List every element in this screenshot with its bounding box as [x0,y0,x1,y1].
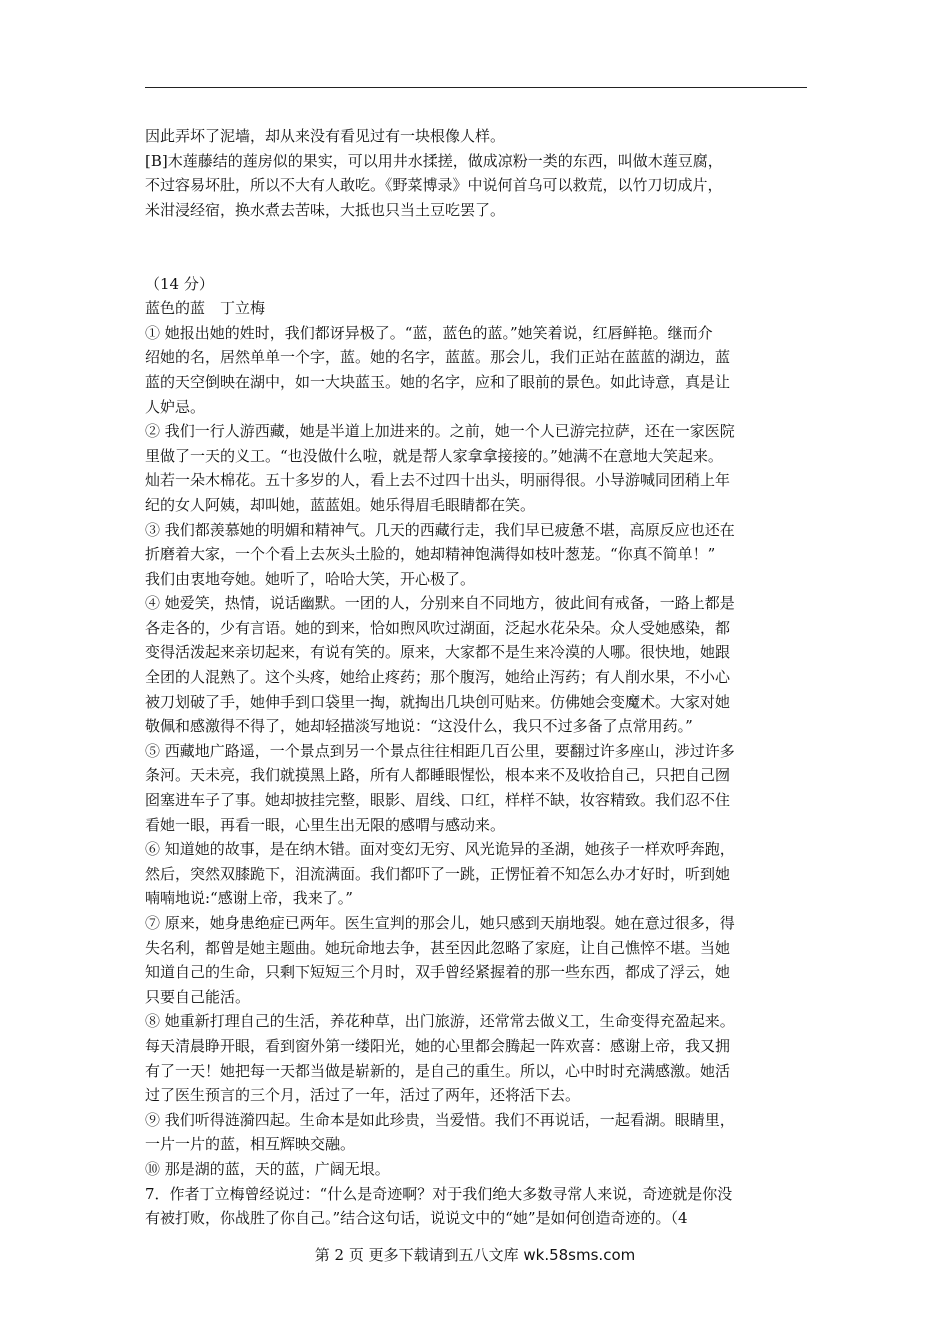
paragraph-line: 一片一片的蓝，相互辉映交融。 [145,1135,356,1154]
paragraph-line: 然后，突然双膝跪下，泪流满面。我们都吓了一跳，正愣怔着不知怎么办才好时，听到她 [145,864,731,883]
paragraph-line: 看她一眼，再看一眼，心里生出无限的感喟与感动来。 [145,815,506,834]
paragraph-line: 绍她的名，居然单单一个字，蓝。她的名字，蓝蓝。那会儿，我们正站在蓝蓝的湖边，蓝 [145,348,731,367]
paragraph-2 [145,419,815,517]
paragraph-line: 囵塞进车子了事。她却披挂完整，眼影、眉线、口红，样样不缺，妆容精致。我们忍不住 [145,791,731,810]
question-line: 7．作者丁立梅曾经说过：“什么是奇迹啊？对于我们绝大多数寻常人来说，奇迹就是你没 [145,1184,733,1203]
paragraph-line: 里做了一天的义工。“也没做什么啦，就是帮人家拿拿接接的。”她满不在意地大笑起来。 [145,446,723,465]
paragraph-line: 只要自己能活。 [145,987,251,1006]
paragraph-line: ⑦ 原来，她身患绝症已两年。医生宣判的那会儿，她只感到天崩地裂。她在意过很多，得 [145,914,735,932]
paragraph-6 [145,837,815,911]
paragraph-3 [145,518,815,592]
intro-line: 米泔浸经宿，换水煮去苦味，大抵也只当土豆吃罢了。 [145,200,506,219]
document-body [145,124,815,1231]
paragraph-line: 灿若一朵木棉花。五十多岁的人，看上去不过四十出头，明丽得很。小导游喊同团稍上年 [145,471,731,490]
paragraph-line: ⑨ 我们听得涟漪四起。生命本是如此珍贵，当爱惜。我们不再说话，一起看湖。眼睛里， [145,1110,735,1129]
paragraph-10 [145,1157,815,1182]
paragraph-line: 纪的女人阿姨，却叫她，蓝蓝姐。她乐得眉毛眼睛都在笑。 [145,495,536,514]
paragraph-line: 过了医生预言的三个月，活过了一年，活过了两年，还将活下去。 [145,1086,581,1105]
paragraph-line: ⑤ 西藏地广路遥，一个景点到另一个景点往往相距几百公里，要翻过许多座山，涉过许多 [145,741,735,760]
blank-line [145,247,815,272]
question-line: 有被打败，你战胜了你自己。”结合这句话，说说文中的“她”是如何创造奇迹的。（4 [145,1209,688,1228]
paragraph-line: ⑩ 那是湖的蓝，天的蓝，广阔无垠。 [145,1159,390,1178]
paragraph-line: ① 她报出她的姓时，我们都讶异极了。“蓝，蓝色的蓝。”她笑着说，红唇鲜艳。继而介 [145,323,713,342]
paragraph-line: ② 我们一行人游西藏，她是半道上加进来的。之前，她一个人已游完拉萨，还在一家医院 [145,422,735,441]
paragraph-4 [145,591,815,739]
paragraph-line: 折磨着大家，一个个看上去灰头土脸的，她却精神饱满得如枝叶葱茏。“你真不简单！” [145,545,716,564]
paragraph-line: 被刀划破了手，她伸手到口袋里一掏，就掏出几块创可贴来。仿佛她会变魔术。大家对她 [145,692,731,711]
paragraph-7 [145,911,815,1009]
paragraph-line: ④ 她爱笑，热情，说话幽默。一团的人，分别来自不同地方，彼此间有戒备，一路上都是 [145,594,735,613]
paragraph-5 [145,739,815,837]
paragraph-line: 我们由衷地夸她。她听了，哈哈大笑，开心极了。 [145,569,476,588]
paragraph-line: 敬佩和感激得不得了，她却轻描淡写地说：“这没什么，我只不过多备了点常用药。” [145,717,693,736]
paragraph-line: 有了一天！她把每一天都当做是崭新的，是自己的重生。所以，心中时时充满感激。她活 [145,1061,731,1080]
paragraph-9 [145,1108,815,1157]
paragraph-line: 变得活泼起来亲切起来，有说有笑的。原来，大家都不是生来冷漠的人哪。很快地，她跟 [145,643,731,662]
intro-line: 因此弄坏了泥墙，却从来没有看见过有一块根像人样。 [145,127,506,145]
paragraph-line: 全团的人混熟了。这个头疼，她给止疼药；那个腹泻，她给止泻药；有人削水果，不小心 [145,668,731,687]
question-7 [145,1182,815,1231]
paragraph-line: 失名利，都曾是她主题曲。她玩命地去争，甚至因此忽略了家庭，让自己憔悴不堪。当她 [145,938,731,957]
paragraph-line: ⑥ 知道她的故事，是在纳木错。面对变幻无穷、风光诡异的圣湖，她孩子一样欢呼奔跑， [145,840,735,859]
section-score: （14 分） [145,274,214,293]
intro-line: 不过容易坏肚，所以不大有人敢吃。《野菜博录》中说何首乌可以救荒，以竹刀切成片， [145,176,723,195]
paragraph-line: 喃喃地说:“感谢上帝，我来了。” [145,889,353,908]
page-footer [0,1244,950,1265]
paragraph-line: 各走各的，少有言语。她的到来，恰如煦风吹过湖面，泛起水花朵朵。众人受她感染，都 [145,618,731,637]
intro-passage [145,124,815,222]
header-rule [145,87,807,88]
paragraph-8 [145,1009,815,1107]
intro-line: [B]木莲藤结的莲房似的果实，可以用井水揉搓，做成凉粉一类的东西，叫做木莲豆腐， [145,151,723,170]
paragraph-line: 人妒忌。 [145,397,206,416]
paragraph-line: 每天清晨睁开眼，看到窗外第一缕阳光，她的心里都会腾起一阵欢喜：感谢上帝，我又拥 [145,1036,731,1055]
download-site-link[interactable]: wk.58sms.com [523,1246,636,1264]
paragraph-line: ⑧ 她重新打理自己的生活，养花种草，出门旅游，还常常去做义工，生命变得充盈起来。 [145,1012,735,1031]
paragraph-line: ③ 我们都羡慕她的明媚和精神气。几天的西藏行走，我们早已疲惫不堪，高原反应也还在 [145,520,735,539]
paragraph-line: 条河。天未亮，我们就摸黑上路，所有人都睡眼惺忪，根本来不及收拾自己，只把自己囫 [145,766,731,785]
blank-line [145,222,815,247]
article-title: 蓝色的蓝 丁立梅 [145,299,266,318]
paragraph-line: 知道自己的生命，只剩下短短三个月时，双手曾经紧握着的那一些东西，都成了浮云，她 [145,963,731,982]
paragraph-line: 蓝的天空倒映在湖中，如一大块蓝玉。她的名字，应和了眼前的景色。如此诗意，真是让 [145,372,731,391]
page-number-text: 第 2 页 更多下载请到五八文库 [314,1246,524,1264]
paragraph-1 [145,321,815,419]
